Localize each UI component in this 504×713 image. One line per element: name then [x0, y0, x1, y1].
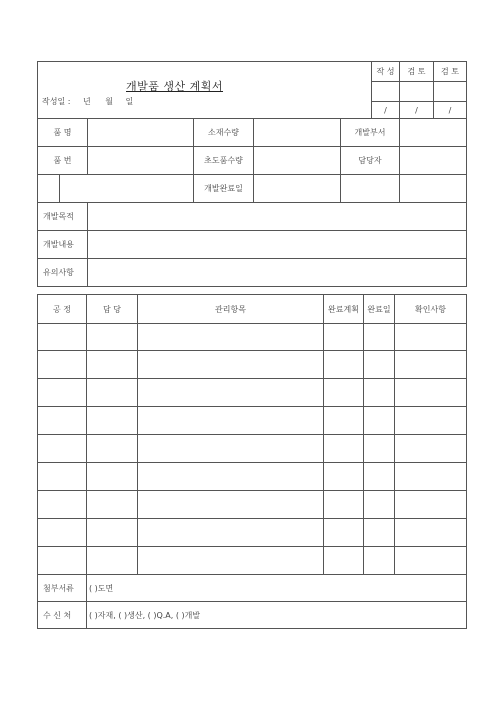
cell[interactable]: [364, 463, 395, 491]
cell[interactable]: [138, 351, 324, 379]
table-row: [38, 379, 467, 407]
cell[interactable]: [324, 435, 364, 463]
approval-date[interactable]: /: [400, 102, 434, 119]
date-line: [42, 96, 133, 107]
blank-field[interactable]: [400, 175, 467, 203]
initial-qty-field[interactable]: [254, 147, 341, 175]
initial-qty-label: 초도품수량: [194, 147, 254, 175]
manager-field[interactable]: [400, 147, 467, 175]
cell[interactable]: [138, 379, 324, 407]
title-cell: [38, 62, 372, 119]
dev-purpose-label: 개발목적: [38, 203, 88, 231]
dev-content-label: 개발내용: [38, 231, 88, 259]
cell[interactable]: [364, 491, 395, 519]
attach-label: 첨부서류: [38, 575, 87, 602]
cell[interactable]: [87, 547, 138, 575]
recipient-label: 수 신 처: [38, 602, 87, 629]
cell[interactable]: [324, 351, 364, 379]
cell[interactable]: [364, 519, 395, 547]
part-no-field[interactable]: [88, 147, 194, 175]
cell[interactable]: [364, 547, 395, 575]
cell[interactable]: [364, 435, 395, 463]
table-row: [38, 407, 467, 435]
notes-field[interactable]: [88, 259, 467, 287]
cell[interactable]: [138, 324, 324, 351]
cell[interactable]: [138, 407, 324, 435]
cell[interactable]: [87, 435, 138, 463]
cell[interactable]: [38, 463, 87, 491]
approval-header: 검 토: [434, 62, 467, 82]
cell[interactable]: [395, 324, 467, 351]
col-header-owner: 담 당: [87, 295, 138, 324]
notes-label: 유의사항: [38, 259, 88, 287]
date-label: 작성일 :: [42, 97, 71, 106]
signature-box[interactable]: [434, 82, 467, 102]
approval-date[interactable]: /: [372, 102, 400, 119]
cell[interactable]: [38, 351, 87, 379]
col-header-process: 공 정: [38, 295, 87, 324]
cell[interactable]: [395, 379, 467, 407]
cell[interactable]: [38, 547, 87, 575]
cell[interactable]: [138, 547, 324, 575]
cell[interactable]: [395, 407, 467, 435]
cell[interactable]: [87, 519, 138, 547]
cell[interactable]: [87, 324, 138, 351]
material-qty-label: 소재수량: [194, 119, 254, 147]
cell[interactable]: [38, 324, 87, 351]
blank-field[interactable]: [341, 175, 400, 203]
cell[interactable]: [38, 491, 87, 519]
material-qty-field[interactable]: [254, 119, 341, 147]
table-row: [38, 351, 467, 379]
date-day: 일: [125, 97, 134, 106]
cell[interactable]: [395, 491, 467, 519]
cell[interactable]: [87, 463, 138, 491]
cell[interactable]: [324, 491, 364, 519]
attach-value[interactable]: ( )도면: [87, 575, 467, 602]
cell[interactable]: [324, 547, 364, 575]
cell[interactable]: [324, 324, 364, 351]
process-table: [37, 294, 467, 629]
cell[interactable]: [87, 379, 138, 407]
cell[interactable]: [395, 519, 467, 547]
table-row: [38, 463, 467, 491]
cell[interactable]: [364, 407, 395, 435]
cell[interactable]: [138, 463, 324, 491]
page-title: 개발품 생산 계획서: [126, 80, 224, 93]
cell[interactable]: [364, 351, 395, 379]
cell[interactable]: [324, 407, 364, 435]
dev-dept-label: 개발부서: [341, 119, 400, 147]
cell[interactable]: [395, 351, 467, 379]
table-row: [38, 491, 467, 519]
approval-header: 작 성: [372, 62, 400, 82]
header-info-table: [37, 61, 467, 287]
table-row: [38, 519, 467, 547]
cell[interactable]: [138, 519, 324, 547]
cell[interactable]: [364, 324, 395, 351]
signature-box[interactable]: [400, 82, 434, 102]
cell[interactable]: [87, 351, 138, 379]
product-name-field[interactable]: [88, 119, 194, 147]
dev-dept-field[interactable]: [400, 119, 467, 147]
recipient-value[interactable]: ( )자재, ( )생산, ( )Q.A, ( )개발: [87, 602, 467, 629]
cell[interactable]: [38, 379, 87, 407]
cell[interactable]: [38, 519, 87, 547]
dev-purpose-field[interactable]: [88, 203, 467, 231]
blank-field[interactable]: [60, 175, 194, 203]
col-header-done: 완료일: [364, 295, 395, 324]
cell[interactable]: [324, 519, 364, 547]
col-header-check: 확인사항: [395, 295, 467, 324]
dev-complete-label: 개발완료일: [194, 175, 254, 203]
table-row: [38, 324, 467, 351]
date-month: 월: [105, 97, 113, 106]
cell[interactable]: [38, 435, 87, 463]
col-header-plan: 완료계획: [324, 295, 364, 324]
approval-date[interactable]: /: [434, 102, 467, 119]
cell[interactable]: [364, 379, 395, 407]
cell[interactable]: [38, 407, 87, 435]
approval-header: 검 토: [400, 62, 434, 82]
dev-complete-field[interactable]: [254, 175, 341, 203]
cell[interactable]: [395, 463, 467, 491]
cell[interactable]: [324, 379, 364, 407]
blank-cell: [38, 175, 60, 203]
cell[interactable]: [138, 435, 324, 463]
cell[interactable]: [87, 491, 138, 519]
table-row: [38, 547, 467, 575]
manager-label: 담당자: [341, 147, 400, 175]
date-year: 년: [82, 97, 91, 106]
dev-content-field[interactable]: [88, 231, 467, 259]
cell[interactable]: [395, 435, 467, 463]
cell[interactable]: [138, 491, 324, 519]
cell[interactable]: [87, 407, 138, 435]
cell[interactable]: [395, 547, 467, 575]
col-header-items: 관리항목: [138, 295, 324, 324]
signature-box[interactable]: [372, 82, 400, 102]
cell[interactable]: [324, 463, 364, 491]
part-no-label: 품 번: [38, 147, 88, 175]
table-row: [38, 435, 467, 463]
product-name-label: 품 명: [38, 119, 88, 147]
